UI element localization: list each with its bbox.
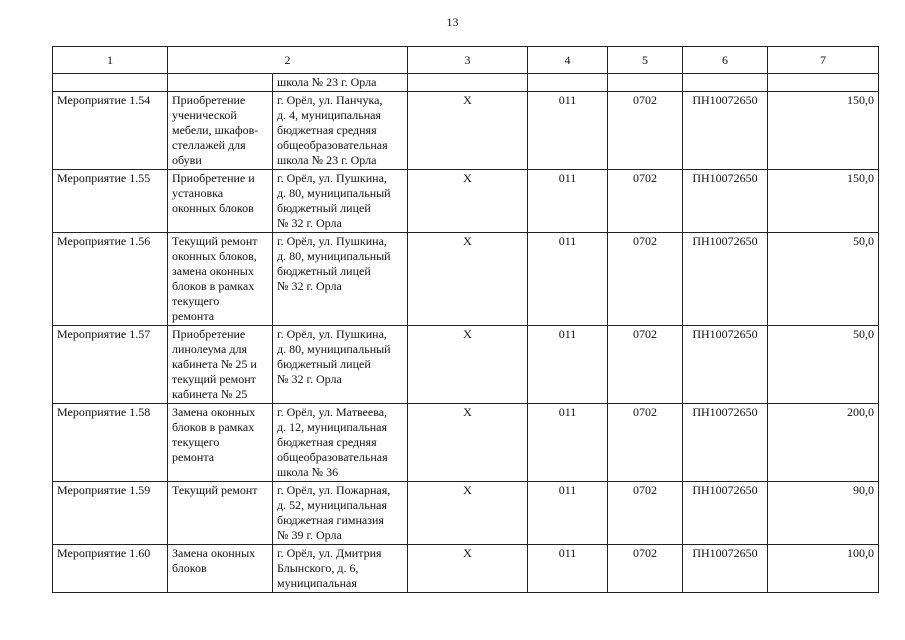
table-row — [53, 233, 879, 326]
measure-name — [168, 74, 273, 92]
col6-value: ПН10072650 — [683, 482, 768, 545]
measure-address: г. Орёл, ул. Пушкина, д. 80, муниципальный бюджетный лицей № 32 г. Орла — [273, 326, 408, 404]
table-row — [53, 545, 879, 593]
col3-value: Х — [408, 404, 528, 482]
measure-name: Замена оконных блоков в рамках текущего ремонта — [168, 404, 273, 482]
col4-value: 011 — [528, 233, 608, 326]
table-row — [53, 170, 879, 233]
col6-value: ПН10072650 — [683, 170, 768, 233]
col4-value: 011 — [528, 482, 608, 545]
measure-name: Приобретение и установка оконных блоков — [168, 170, 273, 233]
measure-id: Мероприятие 1.55 — [53, 170, 168, 233]
measure-name: Текущий ремонт оконных блоков, замена оконных блоков в рамках текущего ремонта — [168, 233, 273, 326]
col6-value: ПН10072650 — [683, 326, 768, 404]
column-header-4: 4 — [528, 47, 608, 74]
col6-value: ПН10072650 — [683, 545, 768, 593]
table-row — [53, 74, 879, 92]
table-row — [53, 404, 879, 482]
amount-value — [768, 74, 879, 92]
amount-value: 50,0 — [768, 326, 879, 404]
col3-value: Х — [408, 233, 528, 326]
measure-id: Мероприятие 1.54 — [53, 92, 168, 170]
amount-value: 90,0 — [768, 482, 879, 545]
column-header-7: 7 — [768, 47, 879, 74]
amount-value: 150,0 — [768, 92, 879, 170]
column-header-6: 6 — [683, 47, 768, 74]
header-row — [53, 47, 879, 74]
measure-address: г. Орёл, ул. Дмитрия Блынского, д. 6, муниципальная — [273, 545, 408, 593]
column-header-1: 1 — [53, 47, 168, 74]
amount-value: 150,0 — [768, 170, 879, 233]
measure-name: Приобретение ученической мебели, шкафов- стеллажей для обуви — [168, 92, 273, 170]
col5-value: 0702 — [608, 326, 683, 404]
col5-value: 0702 — [608, 482, 683, 545]
budget-table — [52, 46, 879, 593]
measure-id: Мероприятие 1.57 — [53, 326, 168, 404]
page-number: 13 — [446, 15, 459, 29]
measure-name: Замена оконных блоков — [168, 545, 273, 593]
measure-name: Текущий ремонт — [168, 482, 273, 545]
amount-value: 50,0 — [768, 233, 879, 326]
col3-value: Х — [408, 170, 528, 233]
col5-value: 0702 — [608, 404, 683, 482]
measure-address: школа № 23 г. Орла — [273, 74, 408, 92]
measure-address: г. Орёл, ул. Панчука, д. 4, муниципальная бюджетная средняя общеобразовательная школа № 23 г. Орла — [273, 92, 408, 170]
column-header-3: 3 — [408, 47, 528, 74]
measure-id: Мероприятие 1.60 — [53, 545, 168, 593]
col5-value: 0702 — [608, 545, 683, 593]
col6-value: ПН10072650 — [683, 404, 768, 482]
table-row — [53, 326, 879, 404]
col3-value — [408, 74, 528, 92]
col3-value: Х — [408, 92, 528, 170]
measure-id: Мероприятие 1.59 — [53, 482, 168, 545]
col5-value: 0702 — [608, 92, 683, 170]
col5-value: 0702 — [608, 233, 683, 326]
measure-name: Приобретение линолеума для кабинета № 25 и текущий ремонт кабинета № 25 — [168, 326, 273, 404]
table-row — [53, 482, 879, 545]
amount-value: 100,0 — [768, 545, 879, 593]
col5-value: 0702 — [608, 170, 683, 233]
amount-value: 200,0 — [768, 404, 879, 482]
col4-value: 011 — [528, 404, 608, 482]
col6-value: ПН10072650 — [683, 233, 768, 326]
column-header-5: 5 — [608, 47, 683, 74]
col3-value: Х — [408, 482, 528, 545]
table-row — [53, 92, 879, 170]
col6-value — [683, 74, 768, 92]
col6-value: ПН10072650 — [683, 92, 768, 170]
column-header-2: 2 — [168, 47, 408, 74]
measure-id: Мероприятие 1.56 — [53, 233, 168, 326]
col3-value: Х — [408, 326, 528, 404]
col4-value: 011 — [528, 170, 608, 233]
measure-address: г. Орёл, ул. Матвеева, д. 12, муниципальная бюджетная средняя общеобразовательная школа № 36 — [273, 404, 408, 482]
col4-value: 011 — [528, 92, 608, 170]
measure-address: г. Орёл, ул. Пожарная, д. 52, муниципальная бюджетная гимназия № 39 г. Орла — [273, 482, 408, 545]
col3-value: Х — [408, 545, 528, 593]
col4-value: 011 — [528, 545, 608, 593]
measure-address: г. Орёл, ул. Пушкина, д. 80, муниципальный бюджетный лицей № 32 г. Орла — [273, 233, 408, 326]
measure-id: Мероприятие 1.58 — [53, 404, 168, 482]
col4-value: 011 — [528, 326, 608, 404]
measure-id — [53, 74, 168, 92]
measure-address: г. Орёл, ул. Пушкина, д. 80, муниципальный бюджетный лицей № 32 г. Орла — [273, 170, 408, 233]
col4-value — [528, 74, 608, 92]
col5-value — [608, 74, 683, 92]
